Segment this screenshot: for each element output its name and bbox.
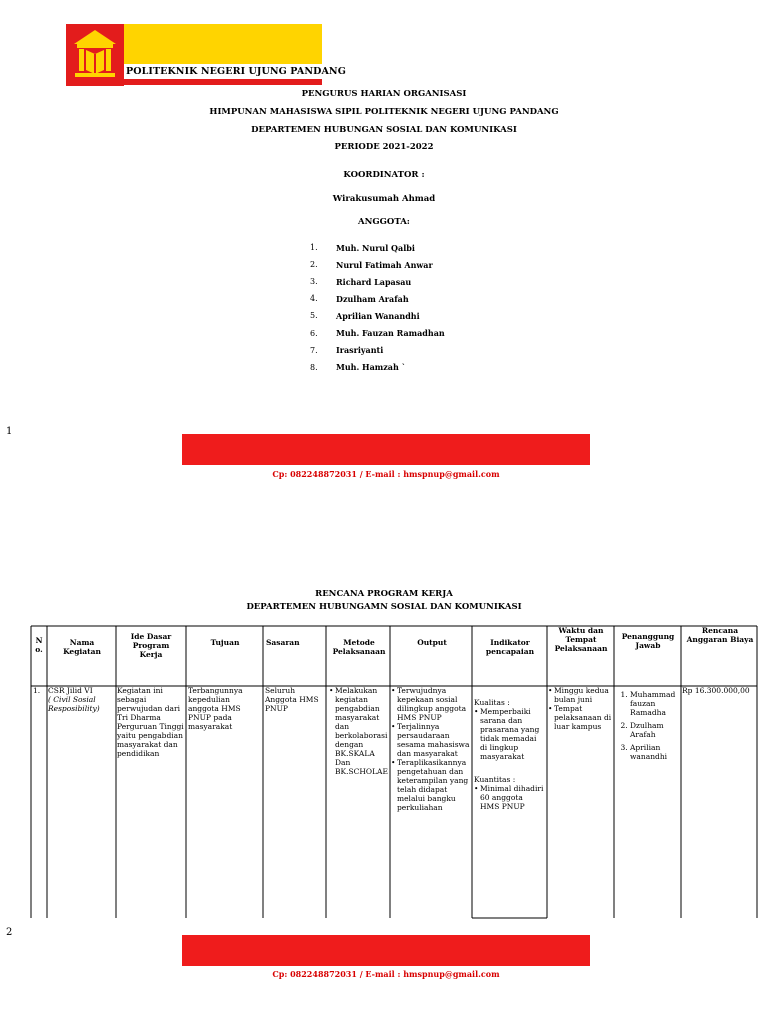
cell-nama-main: CSR Jilid VI [48, 686, 93, 695]
list-item: 8. Muh. Hamzah ` [310, 362, 406, 373]
org-name: HIMPUNAN MAHASISWA SIPIL POLITEKNIK NEGERI UJUNG PANDANG [209, 107, 559, 117]
header-yellow-bar [124, 24, 322, 64]
footer-red-bar [182, 935, 590, 966]
cell-no: 1. [33, 686, 41, 695]
col-header-nama: Nama Kegiatan [63, 638, 101, 656]
list-item: • Terjalinnya persaudaraan sesama mahasiswa dan masyarakat [391, 722, 471, 758]
page-number: 2 [6, 927, 13, 938]
rpk-title: RENCANA PROGRAM KERJA [315, 589, 453, 599]
list-item: 1. Muh. Nurul Qalbi [310, 242, 415, 253]
cell-metode [329, 686, 387, 776]
department-name: DEPARTEMEN HUBUNGAN SOSIAL DAN KOMUNIKASI [251, 125, 517, 135]
list-item: 5. Aprilian Wanandhi [310, 310, 420, 321]
cell-anggaran: Rp 16.300.000,00 [682, 686, 750, 695]
footer-red-bar [182, 434, 590, 465]
col-header-pj: Penanggung Jawab [621, 632, 675, 650]
list-item: • Minggu kedua bulan juni [548, 686, 612, 704]
koordinator-label: KOORDINATOR : [343, 170, 425, 180]
list-item: 7. Irasriyanti [310, 345, 384, 356]
list-item: 1. Muhammad fauzan Ramadha [630, 690, 679, 717]
kuantitas-label: Kuantitas : [474, 775, 516, 784]
cell-indikator [474, 698, 544, 811]
cell-tujuan: Terbangunnya kepedulian anggota HMS PNUP pada masyarakat [188, 686, 243, 731]
member-list [310, 239, 445, 376]
org-title: PENGURUS HARIAN ORGANISASI [301, 89, 467, 99]
col-header-indikator: Indikator pencapaian [485, 638, 535, 656]
cell-ide: Kegiatan ini sebagai perwujudan dari Tri Dharma Perguruan Tinggi yaitu pengabdian masyarakat dan pendidikan [117, 686, 184, 758]
col-header-metode: Metode Pelaksanaan [332, 638, 386, 656]
page-number: 1 [6, 426, 13, 437]
footer-contact: Cp: 082248872031 / E-mail : hmspnup@gmail.com [272, 469, 500, 479]
cell-waktu [548, 686, 612, 731]
col-header-ide: Ide Dasar Program Kerja [130, 632, 172, 659]
institution-logo [66, 24, 124, 86]
cell-sasaran: Seluruh Anggota HMS PNUP [265, 686, 319, 713]
list-item: 2. Dzulham Arafah [630, 721, 679, 739]
cell-nama [48, 686, 114, 713]
col-header-output: Output [417, 638, 447, 647]
period: PERIODE 2021-2022 [334, 142, 434, 152]
list-item: 2. Nurul Fatimah Anwar [310, 259, 433, 270]
anggota-label: ANGGOTA: [358, 217, 410, 227]
list-item: • Melakukan kegiatan pengabdian masyarakat dan berkolaborasi dengan BK.SKALA Dan BK.SCHOLAE [329, 686, 387, 776]
cell-nama-italic: ( Civil Sosial Resposibility) [48, 695, 100, 713]
list-item: • Memperbaiki sarana dan prasarana yang tidak memadai di lingkup masyarakat [474, 707, 544, 761]
list-item: 3. Aprilian wanandhi [630, 743, 679, 761]
list-item: • Terwujudnya kepekaan sosial dilingkup anggota HMS PNUP [391, 686, 471, 722]
rpk-subtitle: DEPARTEMEN HUBUNGAMN SOSIAL DAN KOMUNIKASI [246, 602, 522, 612]
list-item: 4. Dzulham Arafah [310, 293, 409, 304]
col-header-sasaran: Sasaran [266, 638, 300, 647]
col-header-tujuan: Tujuan [210, 638, 240, 647]
header-red-line [124, 79, 322, 85]
col-header-waktu: Waktu dan Tempat Pelaksanaan [554, 626, 608, 653]
cell-output [391, 686, 471, 812]
footer-contact: Cp: 082248872031 / E-mail : hmspnup@gmail.com [272, 969, 500, 979]
cell-pj [617, 690, 679, 765]
building-emblem-icon [66, 24, 124, 86]
list-item: • Minimal dihadiri 60 anggota HMS PNUP [474, 784, 544, 811]
list-item: • Teraplikasikannya pengetahuan dan keterampilan yang telah didapat melalui bangku perkuliahan [391, 758, 471, 812]
list-item: • Tempat pelaksanaan di luar kampus [548, 704, 612, 731]
col-header-no: N o. [35, 636, 43, 654]
list-item: 3. Richard Lapasau [310, 276, 412, 287]
col-header-anggaran: Rencana Anggaran Biaya [686, 626, 754, 644]
kualitas-label: Kualitas : [474, 698, 510, 707]
institution-name: POLITEKNIK NEGERI UJUNG PANDANG [126, 66, 346, 77]
koordinator-name: Wirakusumah Ahmad [332, 194, 436, 204]
list-item: 6. Muh. Fauzan Ramadhan [310, 328, 445, 339]
